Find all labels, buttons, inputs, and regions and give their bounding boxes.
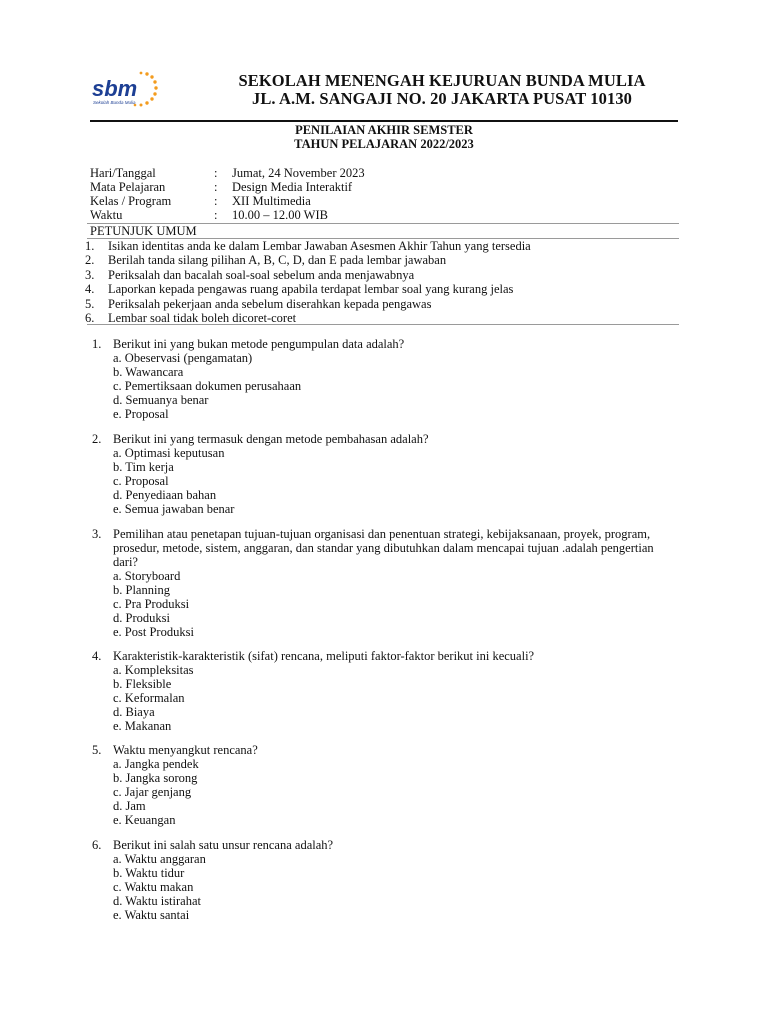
info-label: Waktu [90, 208, 123, 222]
info-colon: : [214, 180, 218, 194]
info-row-subject [90, 180, 690, 194]
answer-option-b: b. Waktu tidur [113, 866, 185, 880]
school-heading [202, 72, 682, 108]
instructions-heading: PETUNJUK UMUM [90, 224, 197, 238]
question-2 [92, 432, 672, 516]
question-number: 5. [92, 743, 102, 757]
answer-option-c: c. Pemertiksaan dokumen perusahaan [113, 379, 302, 393]
instructions-list [85, 239, 685, 325]
school-name: SEKOLAH MENENGAH KEJURUAN BUNDA MULIA [238, 71, 646, 90]
answer-option-e: e. Proposal [113, 407, 169, 421]
logo-text: sbm [92, 76, 138, 101]
answer-option-e: e. Semua jawaban benar [113, 502, 235, 516]
instruction-text: Periksalah dan bacalah soal-soal sebelum anda menjawabnya [108, 267, 415, 282]
question-header [92, 432, 672, 446]
logo-tagline: Sekolah Bunda Mulia [93, 100, 136, 105]
question-1 [92, 337, 672, 421]
answer-option-c: c. Waktu makan [113, 880, 194, 894]
info-label: Kelas / Program [90, 194, 172, 208]
instruction-number: 2. [85, 253, 95, 268]
header-divider [90, 120, 678, 122]
answer-option-d: d. Semuanya benar [113, 393, 209, 407]
answer-options [113, 446, 672, 516]
question-text: Karakteristik-karakteristik (sifat) rencana, meliputi faktor-faktor berikut ini kecuali? [113, 649, 535, 663]
info-value: XII Multimedia [232, 194, 311, 208]
answer-option-d: d. Biaya [113, 705, 155, 719]
answer-option-c: c. Proposal [113, 474, 169, 488]
exam-title: PENILAIAN AKHIR SEMSTER [295, 123, 473, 137]
answer-option-a: a. Kompleksitas [113, 663, 194, 677]
answer-option-a: a. Obeservasi (pengamatan) [113, 351, 253, 365]
question-header [92, 337, 672, 351]
instruction-item [85, 239, 685, 253]
instruction-item [85, 268, 685, 282]
question-text: Berikut ini yang termasuk dengan metode pembahasan adalah? [113, 432, 429, 446]
instruction-item [85, 282, 685, 296]
answer-options [113, 351, 672, 421]
question-text: Waktu menyangkut rencana? [113, 743, 258, 757]
info-row-class [90, 194, 690, 208]
answer-options [113, 757, 672, 827]
question-3 [92, 527, 672, 639]
answer-option-a: a. Optimasi keputusan [113, 446, 225, 460]
instructions-bottom-divider [87, 324, 679, 325]
answer-option-b: b. Planning [113, 583, 170, 597]
answer-option-e: e. Makanan [113, 719, 172, 733]
info-row-date [90, 166, 690, 180]
answer-option-a: a. Jangka pendek [113, 757, 199, 771]
info-value: 10.00 – 12.00 WIB [232, 208, 328, 222]
answer-option-b: b. Wawancara [113, 365, 184, 379]
answer-option-a: a. Waktu anggaran [113, 852, 206, 866]
answer-option-e: e. Waktu santai [113, 908, 190, 922]
instruction-text: Berilah tanda silang pilihan A, B, C, D, dan E pada lembar jawaban [108, 253, 447, 268]
instruction-number: 4. [85, 282, 95, 297]
info-colon: : [214, 208, 218, 222]
info-colon: : [214, 166, 218, 180]
info-value: Jumat, 24 November 2023 [232, 166, 365, 180]
answer-option-d: d. Produksi [113, 611, 170, 625]
instruction-text: Laporkan kepada pengawas ruang apabila terdapat lembar soal yang kurang jelas [108, 282, 514, 297]
question-text: Berikut ini yang bukan metode pengumpulan data adalah? [113, 337, 405, 351]
sbm-logo [90, 70, 160, 114]
question-6 [92, 838, 672, 922]
answer-option-e: e. Post Produksi [113, 625, 194, 639]
answer-options [113, 569, 672, 639]
answer-option-b: b. Jangka sorong [113, 771, 198, 785]
question-number: 4. [92, 649, 102, 663]
answer-option-e: e. Keuangan [113, 813, 176, 827]
answer-option-c: c. Pra Produksi [113, 597, 190, 611]
info-label: Mata Pelajaran [90, 180, 166, 194]
exam-info [90, 166, 690, 222]
instruction-number: 5. [85, 296, 95, 311]
instruction-number: 3. [85, 267, 95, 282]
question-5 [92, 743, 672, 827]
question-number: 2. [92, 432, 102, 446]
answer-option-b: b. Tim kerja [113, 460, 174, 474]
exam-year: TAHUN PELAJARAN 2022/2023 [294, 137, 474, 151]
info-value: Design Media Interaktif [232, 180, 353, 194]
answer-option-d: d. Jam [113, 799, 146, 813]
instruction-number: 1. [85, 239, 95, 253]
instruction-item [85, 253, 685, 267]
instruction-number: 6. [85, 310, 95, 325]
question-number: 3. [92, 527, 102, 541]
school-address: JL. A.M. SANGAJI NO. 20 JAKARTA PUSAT 10130 [251, 89, 633, 108]
answer-option-a: a. Storyboard [113, 569, 181, 583]
question-header [92, 743, 672, 757]
question-4 [92, 649, 672, 733]
answer-options [113, 663, 672, 733]
info-row-time [90, 208, 690, 222]
question-number: 6. [92, 838, 102, 852]
info-colon: : [214, 194, 218, 208]
question-number: 1. [92, 337, 102, 351]
question-text: Berikut ini salah satu unsur rencana adalah? [113, 838, 334, 852]
answer-option-c: c. Jajar genjang [113, 785, 192, 799]
instruction-text: Isikan identitas anda ke dalam Lembar Jawaban Asesmen Akhir Tahun yang tersedia [108, 239, 531, 253]
document-header [90, 66, 680, 116]
exam-title-block [90, 123, 678, 151]
answer-option-d: d. Waktu istirahat [113, 894, 201, 908]
answer-option-c: c. Keformalan [113, 691, 185, 705]
question-text: Pemilihan atau penetapan tujuan-tujuan organisasi dan penentuan strategi, kebijaksanaan, proyek, program, prosedur, metode, sistem, anggaran, dan standar yang dibutuhkan dalam mencapai tujuan .adalah pengertian dari? [113, 527, 654, 569]
answer-options [113, 852, 672, 922]
instruction-text: Lembar soal tidak boleh dicoret-coret [108, 310, 297, 325]
answer-option-d: d. Penyediaan bahan [113, 488, 217, 502]
answer-option-b: b. Fleksible [113, 677, 172, 691]
question-header [92, 527, 672, 569]
question-header [92, 649, 672, 663]
instruction-item [85, 297, 685, 311]
question-header [92, 838, 672, 852]
instruction-text: Periksalah pekerjaan anda sebelum diserahkan kepada pengawas [108, 296, 432, 311]
info-label: Hari/Tanggal [90, 166, 156, 180]
